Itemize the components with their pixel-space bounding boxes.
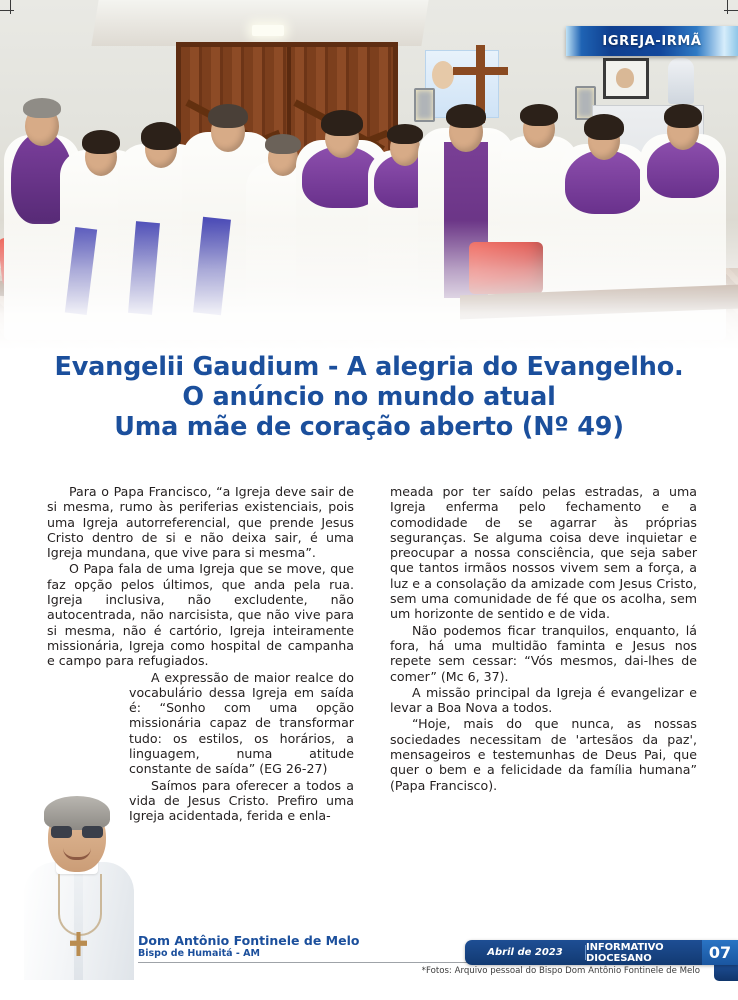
- paragraph: A missão principal da Igreja é evangelizar e levar a Boa Nova a todos.: [390, 684, 697, 716]
- hair: [446, 104, 486, 128]
- section-ribbon-igreja-irma: [566, 26, 738, 56]
- hair: [584, 114, 624, 140]
- title-line-1: Evangelii Gaudium - A alegria do Evangelho.: [54, 352, 684, 382]
- paragraph: “Hoje, mais do que nunca, as nossas sociedades necessitam de 'artesãos da paz', mensageiros e testemunhas de Deus Pai, que quer o bem e a felicidade da família humana” (Papa Francisco).: [390, 716, 697, 793]
- ribbon-label: IGREJA-IRMÃ: [602, 33, 702, 49]
- paragraph: A expressão de maior realce do vocabulário dessa Igreja em saída é: “Sonho com uma opção missionária capaz de transformar tudo: os estilos, os horários, a linguagem, numa atitude constante de saída” (EG 26-27): [129, 669, 354, 777]
- byline-role: Bispo de Humaitá - AM: [138, 948, 260, 959]
- page-title: [0, 352, 738, 442]
- footer-date: Abril de 2023: [487, 947, 563, 958]
- author-byline: [138, 933, 359, 960]
- hair: [520, 104, 558, 126]
- paragraph: O Papa fala de uma Igreja que se move, que faz opção pelos últimos, que anda pela rua. Igreja inclusiva, não excludente, não autocentrada, não narcisista, que não vive para si mesma, não é cartório, Igreja inteiramente missionária, Igreja como hospital de campanha e campo para refugiados.: [47, 561, 354, 669]
- hair: [141, 122, 181, 150]
- hair: [208, 104, 248, 128]
- glasses-icon: [51, 826, 103, 838]
- hair: [321, 110, 363, 136]
- pectoral-chain: [58, 874, 102, 936]
- crop-mark-top-right-vertical: [727, 0, 728, 14]
- paragraph: meada por ter saído pelas estradas, a uma Igreja enferma pelo fechamento e a comodidade de se agarrar às próprias seguranças. Se alguma coisa deve inquietar e preocupar a nossa consciência, que seja saber que tantos irmãos nossos vivem sem a força, a luz e a consolação da amizade com Jesus Cristo, sem uma comunidade de fé que os acolha, sem um horizonte de sentido e de vida.: [390, 484, 697, 622]
- crop-mark-top-left-vertical: [10, 0, 11, 14]
- footer-corner-tab: [714, 965, 738, 981]
- hair: [23, 98, 61, 118]
- crop-mark-top-left-horizontal: [0, 10, 14, 11]
- paragraph: Saímos para oferecer a todos a vida de Jesus Cristo. Prefiro uma Igreja acidentada, ferida e enla-: [129, 777, 354, 824]
- hair: [664, 104, 702, 128]
- column-right: [390, 484, 697, 794]
- title-line-3: Uma mãe de coração aberto (Nº 49): [114, 412, 624, 442]
- photo-white-fade: [0, 220, 738, 350]
- hair: [44, 796, 110, 830]
- footer-publication-name: INFORMATIVO DIOCESANO: [586, 941, 664, 964]
- ceiling-beam: [91, 0, 428, 46]
- ceiling-lamp: [252, 25, 284, 36]
- paragraph: Para o Papa Francisco, “a Igreja deve sair de si mesma, rumo às periferias existenciais, pois uma Igreja autorreferencial, que prende Jesus Cristo dentro de si e não deixa sair, é uma Igreja mundana, que vive para si mesma”.: [47, 484, 354, 561]
- wall-portrait-frame: [603, 58, 649, 99]
- footer-bar: [465, 940, 738, 965]
- bishop-portrait: [18, 790, 140, 980]
- footer-page-number: 07: [702, 940, 738, 965]
- column-left: [47, 484, 354, 825]
- photo-credit: *Fotos: Arquivo pessoal do Bispo Dom Antônio Fontinele de Melo: [421, 966, 700, 976]
- hair: [82, 130, 120, 154]
- title-line-2: O anúncio no mundo atual: [182, 382, 556, 412]
- paragraph: Não podemos ficar tranquilos, enquanto, lá fora, há uma multidão faminta e Jesus nos repete sem cessar: “Vós mesmos, dai-lhes de comer” (Mc 6, 37).: [390, 622, 697, 684]
- byline-name: Dom Antônio Fontinele de Melo: [138, 933, 360, 948]
